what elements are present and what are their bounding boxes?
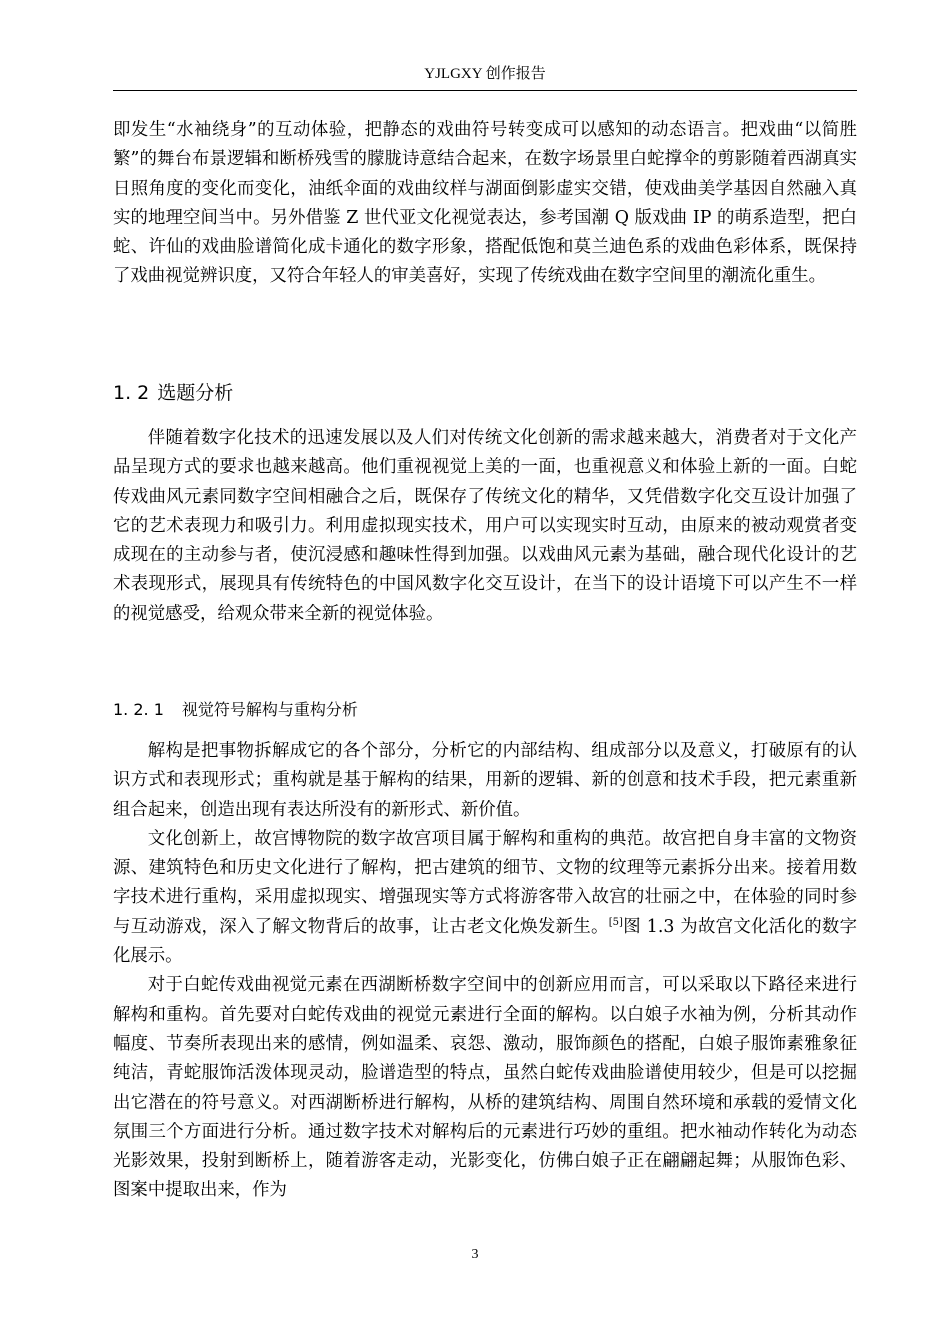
section-1-2-body [113,424,857,629]
figure-reference-text: 图 1.3 为故宫文化活化的数字化展示。 [113,916,857,967]
subsection-number: 1. 2. 1 [113,700,164,719]
section-1-2-1-body [113,737,857,1206]
page-header: YJLGXY 创作报告 [424,66,546,82]
page-number: 3 [471,1247,479,1262]
paragraph: 解构是把事物拆解成它的各个部分，分析它的内部结构、组成部分以及意义，打破原有的认识方式和表现形式；重构就是基于解构的结果，用新的逻辑、新的创意和技术手段，把元素重新组合起来，创造出现有表达所没有的新形式、新价值。 [113,741,857,820]
section-title: 选题分析 [157,382,234,404]
paragraph: 即发生“水袖绕身”的互动体验，把静态的戏曲符号转变成可以感知的动态语言。把戏曲“以简胜繁”的舞台布景逻辑和断桥残雪的朦胧诗意结合起来，在数字场景里白蛇撑伞的剪影随着西湖真实日照角度的变化而变化，油纸伞面的戏曲纹样与湖面倒影虚实交错，使戏曲美学基因自然融入真实的地理空间当中。另外借鉴 Z 世代亚文化视觉表达，参考国潮 Q 版戏曲 IP 的萌系造型，把白蛇、许仙的戏曲脸谱简化成卡通化的数字形象，搭配低饱和莫兰迪色系的戏曲色彩体系，既保持了戏曲视觉辨识度，又符合年轻人的审美喜好，实现了传统戏曲在数字空间里的潮流化重生。 [113,120,857,287]
subsection-heading-1-2-1 [113,697,358,723]
citation-ref[interactable]: [5] [608,916,623,928]
section-heading-1-2 [113,378,233,408]
paragraph [113,825,857,971]
intro-continuation [113,116,857,292]
section-number: 1. 2 [113,382,150,404]
paragraph: 伴随着数字化技术的迅速发展以及人们对传统文化创新的需求越来越大，消费者对于文化产品呈现方式的要求也越来越高。他们重视视觉上美的一面，也重视意义和体验上新的一面。白蛇传戏曲风元素同数字空间相融合之后，既保存了传统文化的精华，又凭借数字化交互设计加强了它的艺术表现力和吸引力。利用虚拟现实技术，用户可以实现实时互动，由原来的被动观赏者变成现在的主动参与者，使沉浸感和趣味性得到加强。以戏曲风元素为基础，融合现代化设计的艺术表现形式，展现具有传统特色的中国风数字化交互设计，在当下的设计语境下可以产生不一样的视觉感受，给观众带来全新的视觉体验。 [113,428,857,624]
header-rule [113,90,857,91]
paragraph: 对于白蛇传戏曲视觉元素在西湖断桥数字空间中的创新应用而言，可以采取以下路径来进行解构和重构。首先要对白蛇传戏曲的视觉元素进行全面的解构。以白娘子水袖为例，分析其动作幅度、节奏所表现出来的感情，例如温柔、哀怨、激动，服饰颜色的搭配，白娘子服饰素雅象征纯洁，青蛇服饰活泼体现灵动，脸谱造型的特点，虽然白蛇传戏曲脸谱使用较少，但是可以挖掘出它潜在的符号意义。对西湖断桥进行解构，从桥的建筑结构、周围自然环境和承载的爱情文化氛围三个方面进行分析。通过数字技术对解构后的元素进行巧妙的重组。把水袖动作转化为动态光影效果，投射到断桥上，随着游客走动，光影变化，仿佛白娘子正在翩翩起舞；从服饰色彩、图案中提取出来，作为 [113,975,857,1201]
paragraph-text: 文化创新上，故宫博物院的数字故宫项目属于解构和重构的典范。故宫把自身丰富的文物资源、建筑特色和历史文化进行了解构，把古建筑的细节、文物的纹理等元素拆分出来。接着用数字技术进行重构，采用虚拟现实、增强现实等方式将游客带入故宫的壮丽之中，在体验的同时参与互动游戏，深入了解文物背后的故事，让古老文化焕发新生。 [113,828,857,937]
subsection-title: 视觉符号解构与重构分析 [181,700,358,719]
